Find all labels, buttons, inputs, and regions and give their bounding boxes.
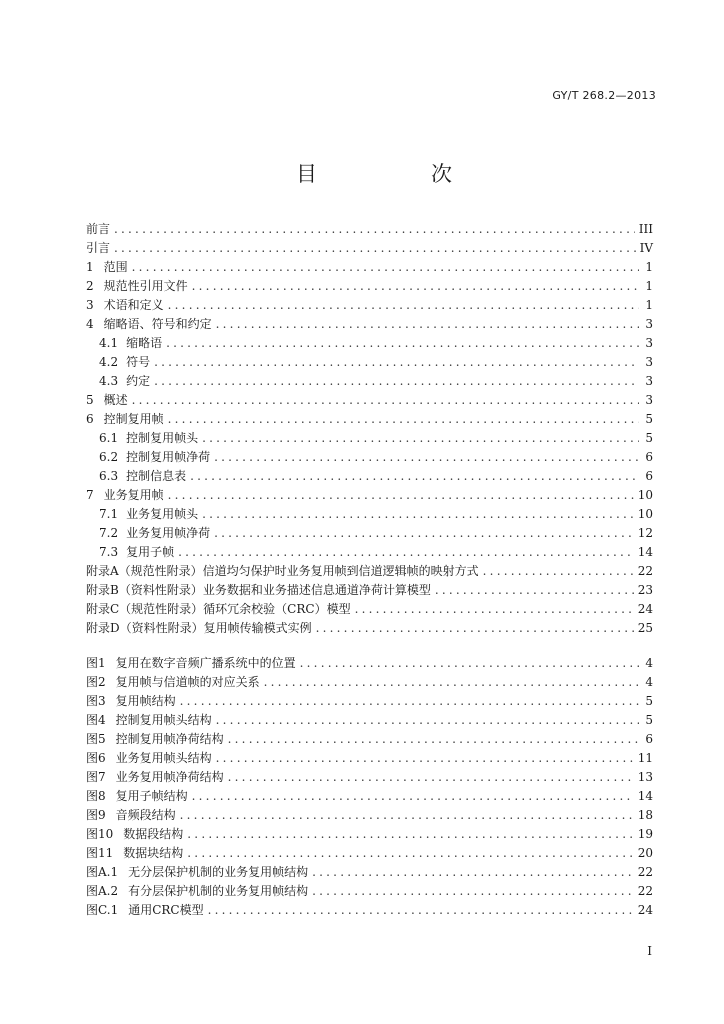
- entry-page: 5: [645, 694, 653, 708]
- entry-label: [99, 353, 150, 372]
- dot-leader: [168, 486, 634, 505]
- entry-number: 图2: [86, 675, 106, 689]
- dot-leader: [192, 787, 634, 806]
- entry-number: 图C.1: [86, 903, 119, 917]
- dot-leader: [435, 581, 634, 600]
- toc-entry[interactable]: [86, 429, 653, 448]
- dot-leader: [264, 673, 639, 692]
- figure-entry[interactable]: [86, 692, 653, 711]
- figure-entry[interactable]: [86, 806, 653, 825]
- entry-title: 业务复用帧净荷结构: [115, 770, 224, 784]
- entry-title: 控制复用帧头: [126, 431, 199, 445]
- entry-title: 复用帧结构: [115, 694, 176, 708]
- entry-title: 控制复用帧净荷结构: [115, 732, 224, 746]
- entry-title: 引言: [86, 241, 111, 255]
- entry-number: 4.2: [99, 355, 119, 369]
- entry-page: 5: [645, 412, 653, 426]
- toc-entry[interactable]: [86, 220, 653, 239]
- page-number: I: [647, 944, 652, 958]
- list-of-figures: [86, 654, 653, 920]
- entry-title: 前言: [86, 222, 111, 236]
- entry-page: 3: [645, 393, 653, 407]
- entry-label: [86, 391, 128, 410]
- dot-leader: [132, 391, 639, 410]
- toc-entry[interactable]: [86, 505, 653, 524]
- entry-title: 通用CRC模型: [128, 903, 204, 917]
- dot-leader: [178, 543, 634, 562]
- entry-title: 控制信息表: [126, 469, 187, 483]
- figure-entry[interactable]: [86, 730, 653, 749]
- entry-title: 控制复用帧头结构: [115, 713, 212, 727]
- entry-label: [86, 787, 188, 806]
- toc-entry[interactable]: [86, 334, 653, 353]
- dot-leader: [168, 296, 639, 315]
- dot-leader: [216, 749, 634, 768]
- entry-number: 7.3: [99, 545, 119, 559]
- entry-title: 规范性引用文件: [103, 279, 188, 293]
- entry-page: 22: [637, 564, 653, 578]
- entry-number: 6: [86, 412, 94, 426]
- entry-number: 6.2: [99, 450, 119, 464]
- entry-title: 约定: [126, 374, 151, 388]
- entry-page: 19: [637, 827, 653, 841]
- entry-label: [99, 334, 162, 353]
- entry-label: [86, 486, 164, 505]
- entry-label: [86, 806, 176, 825]
- entry-page: III: [638, 222, 653, 236]
- entry-title: 复用帧与信道帧的对应关系: [115, 675, 260, 689]
- figure-entry[interactable]: [86, 882, 653, 901]
- figure-entry[interactable]: [86, 749, 653, 768]
- figure-entry[interactable]: [86, 768, 653, 787]
- entry-label: [99, 543, 174, 562]
- dot-leader: [228, 730, 639, 749]
- entry-label: [86, 277, 188, 296]
- figure-entry[interactable]: [86, 787, 653, 806]
- entry-label: [86, 730, 224, 749]
- entry-label: [86, 673, 260, 692]
- toc-entry[interactable]: [86, 543, 653, 562]
- toc-entry[interactable]: [86, 315, 653, 334]
- entry-page: 10: [637, 488, 653, 502]
- dot-leader: [355, 600, 634, 619]
- figure-entry[interactable]: [86, 711, 653, 730]
- entry-label: [86, 600, 351, 619]
- dot-leader: [312, 882, 634, 901]
- dot-leader: [180, 692, 639, 711]
- entry-title: 复用在数字音频广播系统中的位置: [115, 656, 296, 670]
- entry-number: 4.1: [99, 336, 119, 350]
- toc-entry[interactable]: [86, 372, 653, 391]
- entry-number: 5: [86, 393, 94, 407]
- entry-number: 2: [86, 279, 94, 293]
- dot-leader: [214, 524, 634, 543]
- entry-label: [99, 429, 198, 448]
- entry-label: [99, 505, 198, 524]
- entry-label: [86, 410, 164, 429]
- entry-page: 1: [645, 298, 653, 312]
- entry-title: 术语和定义: [103, 298, 164, 312]
- entry-number: 图A.2: [86, 884, 119, 898]
- entry-title: 附录A（规范性附录）信道均匀保护时业务复用帧到信道逻辑帧的映射方式: [86, 564, 479, 578]
- entry-page: 1: [645, 260, 653, 274]
- entry-title: 概述: [103, 393, 128, 407]
- figure-entry[interactable]: [86, 863, 653, 882]
- entry-page: 3: [645, 336, 653, 350]
- entry-page: 3: [645, 374, 653, 388]
- toc-entry[interactable]: [86, 410, 653, 429]
- entry-page: 13: [637, 770, 653, 784]
- standard-code: GY/T 268.2—2013: [552, 89, 656, 102]
- entry-title: 复用子帧: [126, 545, 175, 559]
- dot-leader: [114, 220, 635, 239]
- toc-entry[interactable]: [86, 486, 653, 505]
- entry-title: 附录B（资料性附录）业务数据和业务描述信息通道净荷计算模型: [86, 583, 431, 597]
- toc-entry[interactable]: [86, 581, 653, 600]
- entry-label: [99, 372, 150, 391]
- entry-label: [86, 901, 204, 920]
- entry-number: 6.3: [99, 469, 119, 483]
- entry-page: 1: [645, 279, 653, 293]
- toc-entry[interactable]: [86, 391, 653, 410]
- toc-entry[interactable]: [86, 600, 653, 619]
- entry-number: 3: [86, 298, 94, 312]
- dot-leader: [216, 711, 639, 730]
- entry-number: 4.3: [99, 374, 119, 388]
- figure-entry[interactable]: [86, 825, 653, 844]
- figure-entry[interactable]: [86, 901, 653, 920]
- entry-title: 控制复用帧: [103, 412, 164, 426]
- entry-page: 24: [637, 903, 653, 917]
- entry-page: 14: [637, 545, 653, 559]
- figure-entry[interactable]: [86, 654, 653, 673]
- entry-number: 7.1: [99, 507, 119, 521]
- toc-entry[interactable]: [86, 296, 653, 315]
- toc-entry[interactable]: [86, 239, 653, 258]
- entry-label: [99, 448, 210, 467]
- entry-label: [86, 562, 479, 581]
- entry-title: 缩略语、符号和约定: [103, 317, 212, 331]
- entry-page: 6: [645, 450, 653, 464]
- entry-page: 12: [637, 526, 653, 540]
- entry-label: [86, 296, 164, 315]
- entry-title: 附录D（资料性附录）复用帧传输模式实例: [86, 621, 312, 635]
- entry-label: [86, 581, 431, 600]
- entry-label: [86, 220, 110, 239]
- entry-number: 图5: [86, 732, 106, 746]
- entry-label: [86, 258, 128, 277]
- figure-entry[interactable]: [86, 844, 653, 863]
- toc-entry[interactable]: [86, 524, 653, 543]
- dot-leader: [187, 844, 633, 863]
- entry-title: 附录C（规范性附录）循环冗余校验（CRC）模型: [86, 602, 351, 616]
- dot-leader: [192, 277, 639, 296]
- entry-title: 范围: [103, 260, 128, 274]
- entry-page: 6: [645, 469, 653, 483]
- dot-leader: [180, 806, 634, 825]
- entry-label: [86, 768, 224, 787]
- entry-number: 图4: [86, 713, 106, 727]
- entry-number: 图1: [86, 656, 106, 670]
- entry-title: 数据段结构: [123, 827, 184, 841]
- entry-number: 4: [86, 317, 94, 331]
- dot-leader: [202, 429, 639, 448]
- entry-page: 4: [645, 656, 653, 670]
- entry-label: [86, 749, 212, 768]
- dot-leader: [300, 654, 639, 673]
- entry-number: 图A.1: [86, 865, 119, 879]
- entry-label: [86, 692, 176, 711]
- entry-page: 11: [637, 751, 653, 765]
- entry-number: 1: [86, 260, 94, 274]
- entry-page: 5: [645, 713, 653, 727]
- entry-label: [86, 654, 296, 673]
- toc-entry[interactable]: [86, 277, 653, 296]
- entry-label: [86, 239, 110, 258]
- entry-title: 业务复用帧头: [126, 507, 199, 521]
- entry-title: 符号: [126, 355, 151, 369]
- entry-label: [99, 524, 210, 543]
- entry-page: 6: [645, 732, 653, 746]
- entry-number: 6.1: [99, 431, 119, 445]
- entry-label: [86, 882, 308, 901]
- entry-page: 5: [645, 431, 653, 445]
- entry-label: [86, 825, 183, 844]
- entry-number: 图3: [86, 694, 106, 708]
- dot-leader: [166, 334, 639, 353]
- entry-page: 4: [645, 675, 653, 689]
- entry-label: [86, 844, 183, 863]
- entry-title: 数据块结构: [123, 846, 184, 860]
- entry-page: 18: [637, 808, 653, 822]
- entry-page: 24: [637, 602, 653, 616]
- dot-leader: [154, 372, 639, 391]
- entry-page: 23: [637, 583, 653, 597]
- dot-leader: [154, 353, 639, 372]
- toc-entry[interactable]: [86, 353, 653, 372]
- entry-title: 控制复用帧净荷: [126, 450, 211, 464]
- dot-leader: [114, 239, 636, 258]
- entry-label: [86, 711, 212, 730]
- entry-page: 20: [637, 846, 653, 860]
- toc-entry[interactable]: [86, 258, 653, 277]
- dot-leader: [190, 467, 639, 486]
- entry-label: [86, 315, 212, 334]
- toc-entry[interactable]: [86, 467, 653, 486]
- entry-title: 音频段结构: [115, 808, 176, 822]
- dot-leader: [187, 825, 633, 844]
- entry-title: 业务复用帧头结构: [115, 751, 212, 765]
- entry-number: 图7: [86, 770, 106, 784]
- dot-leader: [316, 619, 634, 638]
- entry-label: [99, 467, 186, 486]
- entry-title: 有分层保护机制的业务复用帧结构: [128, 884, 309, 898]
- dot-leader: [168, 410, 639, 429]
- dot-leader: [202, 505, 634, 524]
- entry-title: 业务复用帧净荷: [126, 526, 211, 540]
- entry-number: 图6: [86, 751, 106, 765]
- entry-page: 10: [637, 507, 653, 521]
- dot-leader: [208, 901, 634, 920]
- entry-title: 无分层保护机制的业务复用帧结构: [128, 865, 309, 879]
- toc-entry[interactable]: [86, 562, 653, 581]
- entry-page: 22: [637, 884, 653, 898]
- entry-number: 图8: [86, 789, 106, 803]
- toc-entry[interactable]: [86, 448, 653, 467]
- entry-number: 7.2: [99, 526, 119, 540]
- dot-leader: [214, 448, 639, 467]
- entry-number: 图11: [86, 846, 114, 860]
- dot-leader: [132, 258, 639, 277]
- entry-page: 3: [645, 355, 653, 369]
- figure-entry[interactable]: [86, 673, 653, 692]
- entry-number: 图10: [86, 827, 114, 841]
- entry-page: IV: [639, 241, 653, 255]
- entry-page: 14: [637, 789, 653, 803]
- dot-leader: [228, 768, 634, 787]
- entry-title: 复用子帧结构: [115, 789, 188, 803]
- entry-page: 22: [637, 865, 653, 879]
- toc-entry[interactable]: [86, 619, 653, 638]
- page-title: 目 次: [296, 162, 476, 186]
- entry-number: 7: [86, 488, 94, 502]
- entry-page: 25: [637, 621, 653, 635]
- dot-leader: [483, 562, 634, 581]
- entry-title: 业务复用帧: [103, 488, 164, 502]
- dot-leader: [312, 863, 634, 882]
- entry-number: 图9: [86, 808, 106, 822]
- table-of-contents: [86, 220, 653, 638]
- entry-label: [86, 619, 312, 638]
- dot-leader: [216, 315, 639, 334]
- entry-title: 缩略语: [126, 336, 163, 350]
- entry-page: 3: [645, 317, 653, 331]
- entry-label: [86, 863, 308, 882]
